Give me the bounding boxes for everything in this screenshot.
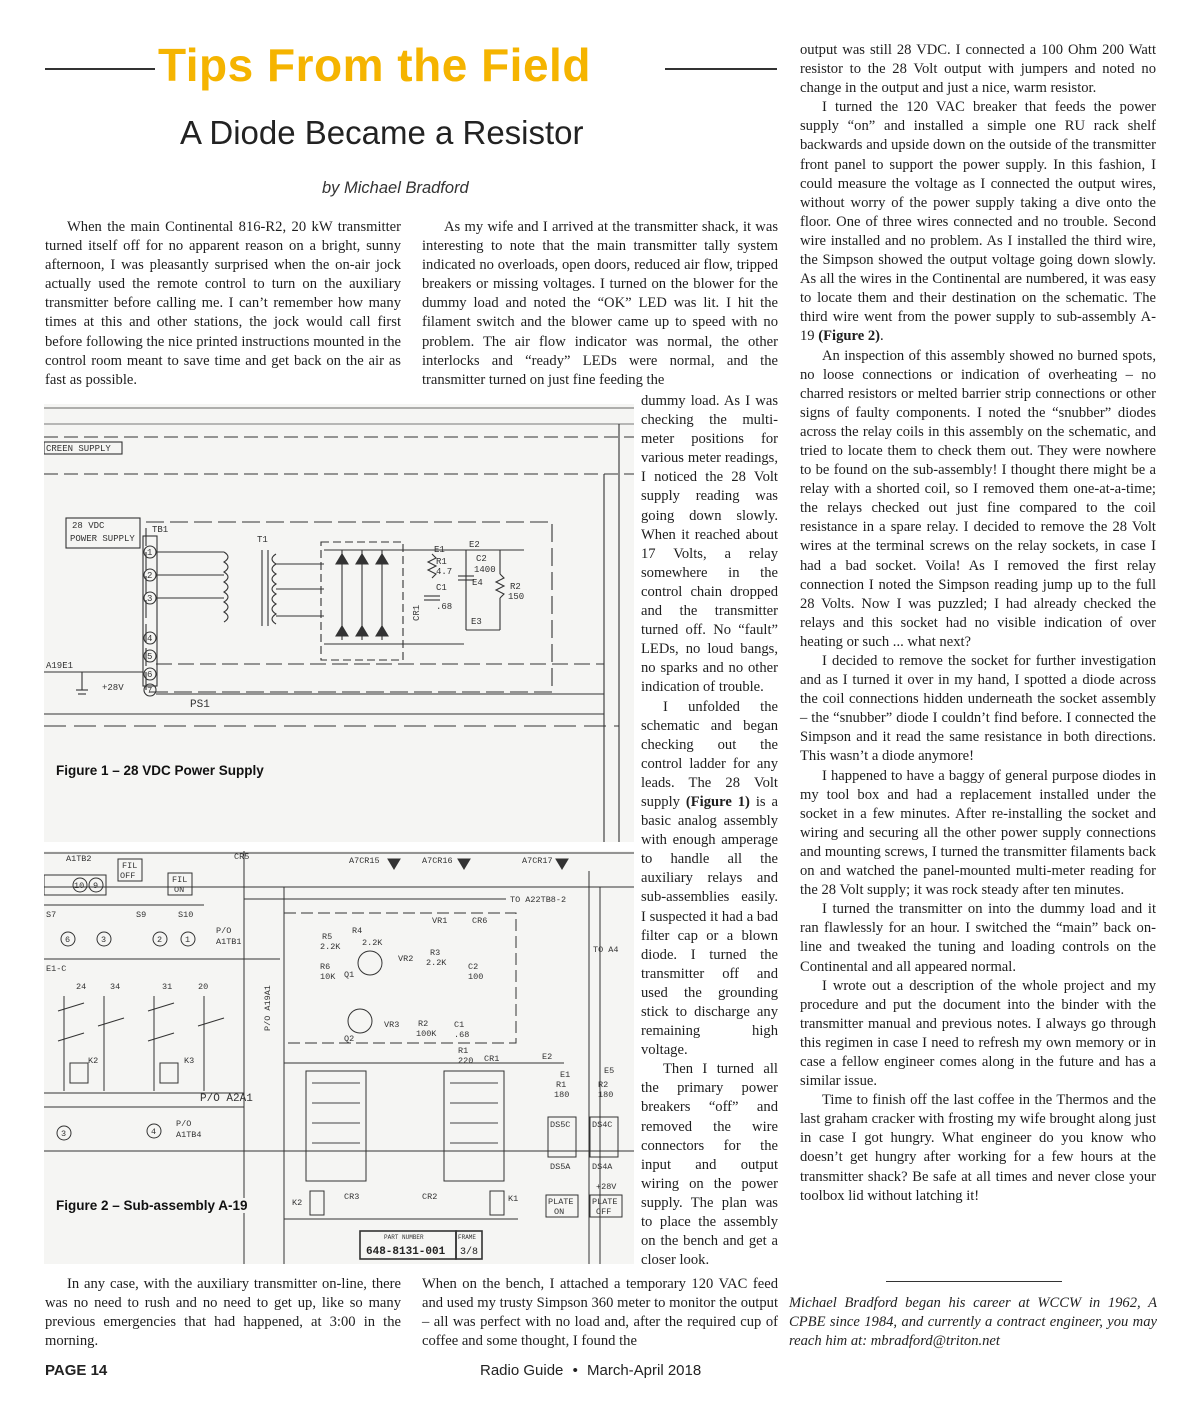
label-vr2: VR2 [398,954,414,964]
column-3 [800,41,1156,1206]
terminal-3: 3 [101,935,107,945]
label-ds5c: DS5C [550,1120,571,1130]
label-po-a2a1: P/O A2A1 [200,1093,253,1105]
label-r1b: R1 [556,1080,567,1090]
bio-divider [886,1281,1062,1282]
label-vr3: VR3 [384,1020,400,1030]
label-q1: Q1 [344,970,355,980]
label-po-a19a1: P/O A19A1 [263,985,273,1031]
label-a7cr17: A7CR17 [522,856,553,866]
label-po-a1tb4-2: A1TB4 [176,1130,202,1140]
label-r2-value: 150 [508,592,525,602]
label-k2: K2 [88,1056,99,1066]
terminal-6: 6 [147,670,153,680]
terminal-1: 1 [147,548,153,558]
label-r6: R6 [320,962,331,972]
label-frame-value: 3/8 [460,1247,479,1258]
label-frame-heading: FRAME [458,1234,477,1241]
label-to-a22tb8: TO A22TB8-2 [510,895,567,905]
footer-publication [480,1362,701,1379]
label-k3: K3 [184,1056,195,1066]
header-rule-left [45,68,155,70]
label-ds4c: DS4C [592,1120,613,1130]
terminal-20: 20 [198,982,209,992]
header-rule-right [665,68,777,70]
figure-1-caption: Figure 1 – 28 VDC Power Supply [56,763,264,778]
paragraph [641,698,778,1061]
footer-bullet: • [572,1362,578,1379]
label-r6-value: 10K [320,972,336,982]
label-r2: R2 [510,582,521,592]
label-e1: E1 [560,1070,571,1080]
terminal-10: 10 [74,881,85,891]
label-cr2: CR2 [422,1192,438,1202]
terminal-4: 4 [147,634,153,644]
figure-2-schematic [44,851,634,1264]
label-po-a1tb1-1: P/O [216,926,232,936]
label-plus-28v: +28V [596,1182,617,1192]
label-part-number-heading: PART NUMBER [384,1234,424,1241]
label-po-a1tb4-1: P/O [176,1119,192,1129]
paragraph: As my wife and I arrived at the transmitter shack, it was interesting to note that the main transmitter tally system indicated no overloads, open doors, reduced air flow, tripped breakers or missing voltages. I turned on the blower for the dummy load and noted the “OK” LED was lit. I hit the filament switch and the blower came up to speed with no problem. The air flow indicator was normal, the other interlocks and “ready” LEDs were normal, and the transmitter turned on just fine feeding the [422,219,778,388]
label-fil-off-2: OFF [120,871,136,881]
label-to-a4: TO A4 [593,945,619,955]
label-k1: K1 [508,1194,519,1204]
label-r2-value: 100K [416,1029,437,1039]
terminal-2: 2 [147,571,153,581]
terminal-6: 6 [65,935,71,945]
label-r5-value: 2.2K [320,942,341,952]
label-plate-on-2: ON [554,1207,565,1217]
column-2-bottom [422,1275,778,1351]
terminal-1: 1 [185,935,191,945]
label-plus-28v: +28V [102,683,124,693]
label-supply-line-1: 28 VDC [72,521,105,531]
label-ds5a: DS5A [550,1162,571,1172]
section-kicker: Tips From the Field [158,39,591,91]
label-r1-value: 220 [458,1056,474,1066]
paragraph-text: is a basic analog assembly with enough amperage to handle all the auxiliary relays and sub-assemblies easily. I suspected it had a bad filter cap or a blown diode. I turned the transmitter off and used the grounding stick to discharge any remaining high voltage. [641,793,778,1059]
label-s10: S10 [178,910,194,920]
paragraph: When the main Continental 816-R2, 20 kW transmitter turned itself off for no apparent reason on a bright, sunny afternoon, I was pleasantly surprised when the on-air jock actually used the remote control to turn on the auxiliary transmitter before calling me. I can’t remember how many times at this and other stations, the jock would call first before following the nice printed instructions mounted in the control room meant to save time and get back on the air as fast as possible. [45,219,401,388]
label-fil-on-2: ON [174,885,185,895]
label-c1-value: .68 [436,602,453,612]
paragraph: I happened to have a baggy of general purpose diodes in my tool box and had a replacement installed under the socket in a few minutes. After re-installing the socket and wiring and securing all the other power supply connections and mounting screws, I turned the transmitter filaments back on and watched the panel-mounted multi-meter reading for the 28 Volt supply; it was rock steady after ten minutes. [800,767,1156,899]
article-title: A Diode Became a Resistor [180,114,584,151]
article-byline: by Michael Bradford [322,179,469,197]
terminal-24: 24 [76,982,87,992]
label-po-a1tb1-2: A1TB1 [216,937,242,947]
label-fil-off-1: FIL [122,861,138,871]
label-q2: Q2 [344,1034,355,1044]
paragraph: In any case, with the auxiliary transmitter on-line, there was no need to rush and no need to get up, like so many previous emergencies that had happened, at 3:00 in the morning. [45,1276,401,1350]
terminal-2: 2 [157,935,163,945]
figure-1-reference: (Figure 1) [685,793,750,810]
label-e1c: E1-C [46,964,67,974]
paragraph: Time to finish off the last coffee in the Thermos and the last graham cracker with frosting my wife brought along just in case I got hungry. What engineer do you know who doesn’t get hungry after working for a few hours at the transmitter shack? Be safe at all times and never close your toolbox lid without latching it! [800,1092,1156,1204]
label-e5: E5 [604,1066,615,1076]
label-fil-on-1: FIL [172,875,188,885]
label-c2: C2 [468,962,479,972]
label-c1-value: .68 [454,1030,470,1040]
label-e4: E4 [472,578,483,588]
publication-name: Radio Guide [480,1362,564,1379]
label-cr5: CR5 [234,852,250,862]
label-cr1: CR1 [412,604,422,621]
label-c2-value: 1400 [474,565,496,575]
paragraph: I decided to remove the socket for further investigation and as I turned it over in my hand, I spotted a diode across the coil connections hidden underneath the socket assembly – the “snubber” diode I couldn’t find before. I connected the Simpson and it read the same resistance in both directions. This wasn’t a diode anymore! [800,653,1156,765]
column-1-top [45,218,401,390]
paragraph: I wrote out a description of the whole project and my procedure and put the document into the binder with the transmitter manual and previous notes. I always go through this regimen in case I need to refresh my own memory or in case a fellow engineer comes along in the future and has a similar issue. [800,977,1156,1090]
terminal-4b: 4 [151,1127,157,1137]
paragraph: I turned the transmitter on into the dummy load and it ran flawlessly for an hour. I switched the “main” back on-line and tweaked the tuning and loading controls on the Continental and all appeared normal. [800,901,1156,975]
author-bio: Michael Bradford began his career at WCCW in 1962, A CPBE since 1984, and currently a contract engineer, you may reach him at: mbradford@triton.net [789,1295,1157,1349]
terminal-3: 3 [147,594,153,604]
paragraph-text: I turned the 120 VAC breaker that feeds the power supply “on” and installed a simple one RU rack shelf backwards and upside down on the outside of the transmitter front panel to support the power supply. In this fashion, I could measure the voltage as I connected the output wires, without worry of the power supply taking a dive onto the floor. One of three wires connected and no trouble. Second wire installed and no problem. As I installed the third wire, the Simpson showed the output voltage going down slowly. As all the wires in the Continental are numbered, it was easy to locate them and their destination on the schematic. The third wire went from the power supply to sub-assembly A-19 [800,99,1156,345]
figure-2-caption: Figure 2 – Sub-assembly A-19 [56,1198,248,1213]
label-plate-off-2: OFF [596,1207,612,1217]
label-ds4a: DS4A [592,1162,613,1172]
label-plate-on-1: PLATE [548,1197,574,1207]
label-cr3: CR3 [344,1192,360,1202]
column-2-top [422,218,778,390]
label-a7cr16: A7CR16 [422,856,453,866]
label-c2-value: 100 [468,972,484,982]
label-c1: C1 [436,583,447,593]
label-r1b-value: 180 [554,1090,570,1100]
column-2-wrap [641,392,778,1270]
terminal-7: 7 [147,686,153,696]
figure-1-schematic [44,404,634,842]
label-a1tb2: A1TB2 [66,854,92,864]
label-r2: R2 [418,1019,429,1029]
label-tb1: TB1 [152,525,169,535]
label-cr1: CR1 [484,1054,500,1064]
label-r3-value: 2.2K [426,958,447,968]
terminal-34: 34 [110,982,121,992]
paragraph: When on the bench, I attached a temporary 120 VAC feed and used my trusty Simpson 360 meter to monitor the output – all was perfect with no load and, after the required cup of coffee and some thought, I found the [422,1276,778,1350]
label-e2: E2 [542,1052,553,1062]
label-plate-off-1: PLATE [592,1197,618,1207]
page-number: PAGE 14 [45,1362,108,1379]
label-r1-value: 4.7 [436,567,453,577]
paragraph: I turned the 120 VAC breaker that feeds the power supply “on” and installed a simple one RU rack shelf backwards and upside down on the outside of the transmitter front panel to support the power supply. In this fashion, I could measure the voltage as I connected the output wires, without worry of the power supply taking a dive onto the floor. One of three wires connected and no trouble. Second wire installed and no problem. As I installed the third wire, the Simpson showed the output voltage going down slowly. As all the wires in the Continental are numbered, it was easy to locate them and their destination on the schematic. The third wire went from the power supply to sub-assembly A-19 (Figure 2). [800,99,1156,345]
label-a7cr15: A7CR15 [349,856,380,866]
terminal-31: 31 [162,982,173,992]
label-r2b-value: 180 [598,1090,614,1100]
label-r4-value: 2.2K [362,938,383,948]
paragraph-text: I unfolded the schematic and began checking out the control ladder for any leads. The 28 Volt supply [641,698,778,810]
label-r2b: R2 [598,1080,609,1090]
terminal-3b: 3 [61,1129,67,1139]
label-r5: R5 [322,932,333,942]
label-c1: C1 [454,1020,465,1030]
column-1-bottom [45,1275,401,1351]
issue-date: March-April 2018 [587,1362,702,1379]
label-a19e1: A19E1 [46,661,74,671]
label-e2: E2 [469,540,480,550]
paragraph: dummy load. As I was checking the multi-meter positions for various meter readings, I noticed the 28 Volt supply reading was going down slowly. When it reached about 17 Volts, a relay somewhere in the control chain dropped and the transmitter turned off. No “fault” LEDs, no loud bangs, no sparks and no other indication of trouble. [641,393,778,696]
label-cr6: CR6 [472,916,488,926]
label-s7: S7 [46,910,57,920]
terminal-row [61,932,195,946]
label-s9: S9 [136,910,147,920]
figure-2-reference: (Figure 2) [818,328,880,345]
label-part-number: 648-8131-001 [366,1246,446,1258]
label-r1: R1 [458,1046,469,1056]
label-screen-supply: CREEN SUPPLY [46,444,111,454]
terminal-9: 9 [93,881,99,891]
paragraph: An inspection of this assembly showed no burned spots, no loose connections or indication of overheating – no charred resistors or melted barrier strip connections or other signs of faulty components. I noted the “snubber” diodes across the relay coils in this assembly on the schematic, and tried to locate them to check them out. They were nowhere to be found on the sub-assembly! I thought there might be a relay with a shorted coil, so I removed them one-at-a-time; the relays checked out just fine compared to the coil resistance in a spare relay. I decided to remove the 28 Volt wires at the terminal screws on the relay sockets, in case I had a bad socket. Voila! As I removed the first relay connection I noted the Simpson reading jump up to the full 28 Volts. Now I was puzzled; I had already checked the relays and this socket had no visible indication of over heating or such ... what next? [800,347,1156,650]
label-r4: R4 [352,926,363,936]
label-r3: R3 [430,948,441,958]
label-e3: E3 [471,617,482,627]
label-e1: E1 [434,545,445,555]
label-r1: R1 [436,557,447,567]
label-vr1: VR1 [432,916,448,926]
terminal-5: 5 [147,652,153,662]
paragraph: output was still 28 VDC. I connected a 100 Ohm 200 Watt resistor to the 28 Volt output with jumpers and noted no change in the output and just a nice, warm resistor. [800,42,1156,97]
paragraph: Then I turned all the primary power breakers “off” and removed the wire connectors for the input and output wiring on the power supply. The plan was to place the assembly on the bench and get a closer look. [641,1061,778,1269]
label-t1: T1 [257,535,268,545]
label-ps1: PS1 [190,699,210,711]
label-c2: C2 [476,554,487,564]
label-supply-line-2: POWER SUPPLY [70,534,135,544]
label-k2-bottom: K2 [292,1198,303,1208]
